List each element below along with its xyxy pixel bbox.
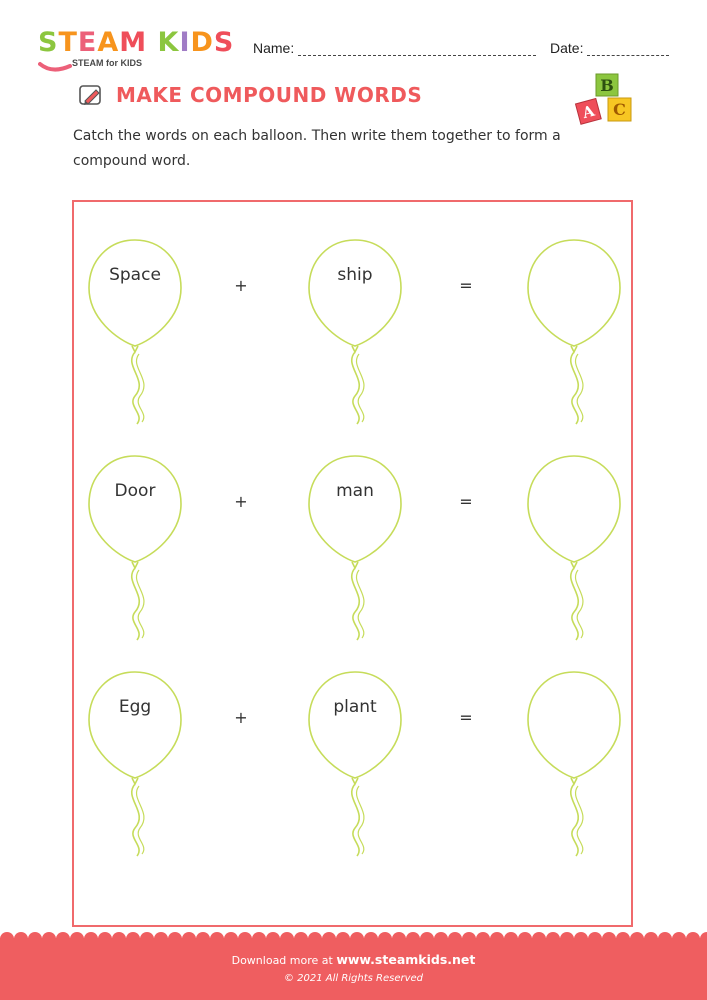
block-letter-c: C bbox=[613, 100, 626, 119]
plus-sign: + bbox=[234, 708, 248, 727]
equals-sign: = bbox=[459, 276, 473, 295]
word-egg: Egg bbox=[118, 697, 152, 717]
block-letter-a: A bbox=[580, 101, 597, 123]
footer-download-line bbox=[0, 952, 707, 967]
balloon-answer-row1[interactable] bbox=[524, 236, 624, 426]
logo-swoosh-icon bbox=[38, 60, 72, 74]
balloon-word2-row3 bbox=[305, 668, 405, 858]
logo-wordmark bbox=[38, 28, 238, 58]
date-field[interactable] bbox=[550, 40, 669, 56]
copyright: © 2021 All Rights Reserved bbox=[283, 973, 424, 984]
logo-letter: E bbox=[77, 27, 98, 58]
name-label: Name: bbox=[253, 40, 295, 56]
word-door: Door bbox=[114, 481, 156, 501]
download-prefix: Download more at bbox=[231, 954, 333, 967]
balloon-word1-row2 bbox=[85, 452, 185, 642]
balloon-answer-row3[interactable] bbox=[524, 668, 624, 858]
logo-letter: K bbox=[157, 27, 180, 58]
website-link[interactable]: www.steamkids.net bbox=[336, 952, 476, 967]
logo-letter: A bbox=[97, 27, 120, 58]
word-ship: ship bbox=[337, 265, 373, 285]
plus-sign: + bbox=[234, 276, 248, 295]
plus-sign: + bbox=[234, 492, 248, 511]
balloon-word1-row3 bbox=[85, 668, 185, 858]
balloon-icon bbox=[524, 236, 624, 426]
pencil-paper-icon bbox=[78, 82, 104, 108]
equals-sign: = bbox=[459, 708, 473, 727]
title-row bbox=[78, 82, 422, 108]
word-man: man bbox=[336, 481, 374, 501]
footer bbox=[0, 938, 707, 1000]
name-line[interactable] bbox=[298, 55, 536, 56]
date-label: Date: bbox=[550, 40, 584, 56]
balloon-word2-row1 bbox=[305, 236, 405, 426]
logo-letter: S bbox=[38, 27, 59, 58]
date-line[interactable] bbox=[587, 55, 669, 56]
logo-letter: T bbox=[58, 27, 78, 58]
logo-letter: D bbox=[190, 27, 214, 58]
block-letter-b: B bbox=[600, 76, 614, 95]
logo-letter: M bbox=[119, 27, 148, 58]
word-space: Space bbox=[109, 265, 161, 285]
logo-letter bbox=[147, 28, 157, 58]
name-field[interactable] bbox=[253, 40, 536, 56]
balloon-word2-row2 bbox=[305, 452, 405, 642]
word-plant: plant bbox=[333, 697, 377, 717]
page-title: MAKE COMPOUND WORDS bbox=[116, 83, 423, 107]
logo-letter: I bbox=[179, 27, 191, 58]
logo-letter: S bbox=[213, 27, 235, 58]
logo-subtitle: STEAM for KIDS bbox=[72, 58, 143, 68]
scallop-border bbox=[0, 929, 707, 939]
balloon-answer-row2[interactable] bbox=[524, 452, 624, 642]
equals-sign: = bbox=[459, 492, 473, 511]
steam-kids-logo bbox=[38, 28, 238, 68]
abc-blocks-icon bbox=[574, 72, 646, 130]
balloon-icon bbox=[524, 668, 624, 858]
balloon-icon bbox=[524, 452, 624, 642]
instructions: Catch the words on each balloon. Then write them together to form a compound word. bbox=[73, 128, 561, 169]
balloon-word1-row1 bbox=[85, 236, 185, 426]
